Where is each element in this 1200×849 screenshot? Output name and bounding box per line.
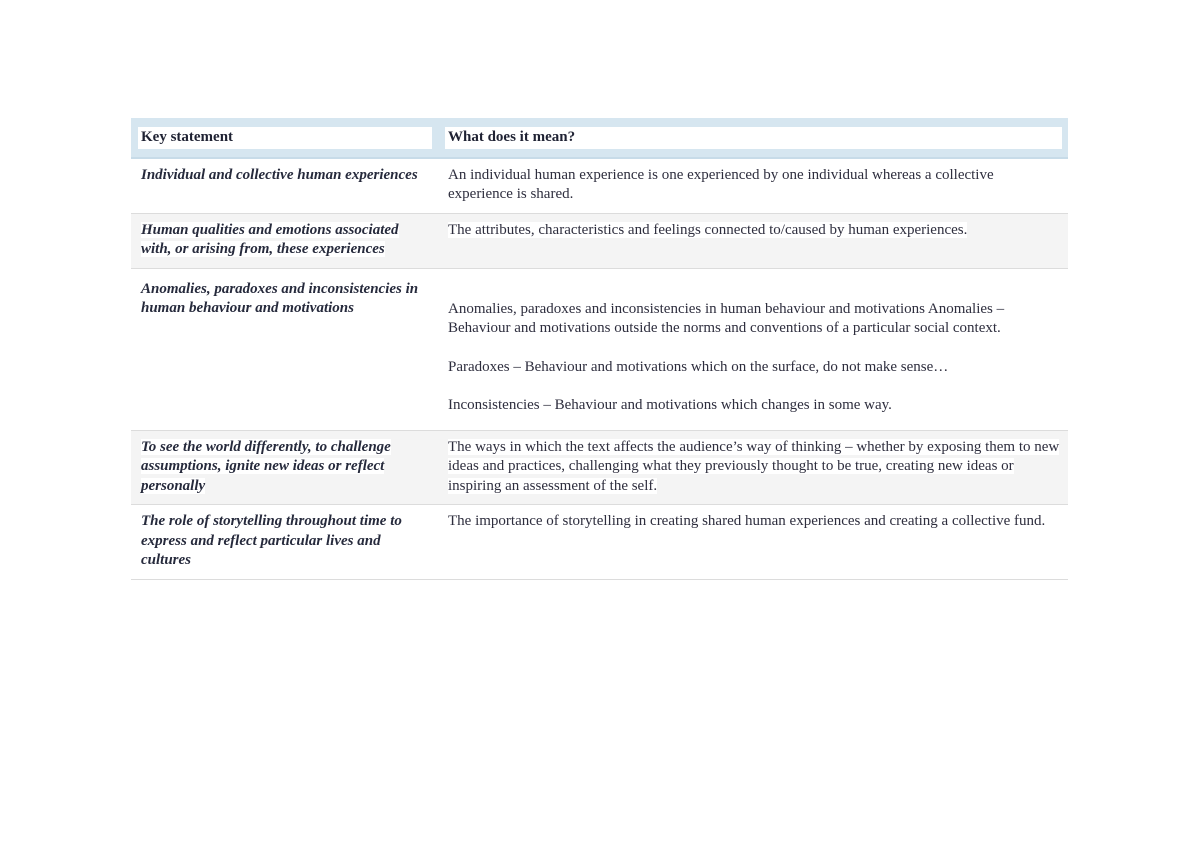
meaning-cell (438, 158, 1068, 214)
meaning-text: An individual human experience is one experienced by one individual whereas a collective experience is shared. (448, 166, 994, 202)
header-key-statement-label: Key statement (138, 127, 432, 149)
meaning-paragraph: Paradoxes – Behaviour and motivations which on the surface, do not make sense… (448, 358, 949, 375)
table-row (131, 268, 1068, 430)
key-statement-text: Human qualities and emotions associated with, or arising from, these experiences (141, 221, 399, 257)
table-row (131, 158, 1068, 214)
meaning-cell (438, 505, 1068, 580)
table-row (131, 505, 1068, 580)
key-statement-cell (131, 505, 438, 580)
key-statement-cell (131, 213, 438, 268)
key-statement-text: The role of storytelling throughout time to express and reflect particular lives and cultures (141, 513, 402, 568)
meaning-text: The importance of storytelling in creating shared human experiences and creating a collective fund. (448, 513, 1046, 529)
meaning-cell (438, 213, 1068, 268)
meaning-paragraph: Inconsistencies – Behaviour and motivations which changes in some way. (448, 397, 892, 413)
key-statement-text: To see the world differently, to challenge assumptions, ignite new ideas or reflect personally (141, 438, 391, 494)
key-statement-cell (131, 158, 438, 214)
header-meaning (438, 118, 1068, 158)
header-meaning-label: What does it mean? (445, 127, 1062, 149)
key-statement-cell (131, 268, 438, 430)
table-header-row (131, 118, 1068, 158)
table-row (131, 213, 1068, 268)
meaning-text: The attributes, characteristics and feelings connected to/caused by human experiences. (448, 221, 968, 238)
table-row (131, 430, 1068, 505)
meaning-cell (438, 268, 1068, 430)
key-statement-cell (131, 430, 438, 505)
meaning-paragraph: Anomalies, paradoxes and inconsistencies in human behaviour and motivations Anomalies – Behaviour and motivations outside the norms and conventions of a particular social context. (448, 300, 1005, 336)
key-statements-table (131, 118, 1068, 580)
key-statement-text: Individual and collective human experiences (141, 166, 418, 183)
key-statement-text: Anomalies, paradoxes and inconsistencies in human behaviour and motivations (141, 280, 419, 316)
header-key-statement (131, 118, 438, 158)
meaning-cell (438, 430, 1068, 505)
meaning-text: The ways in which the text affects the audience’s way of thinking – whether by exposing them to new ideas and practices, challenging what they previously thought to be true, creating new ideas or inspiring an assessment of the self. (448, 438, 1060, 494)
